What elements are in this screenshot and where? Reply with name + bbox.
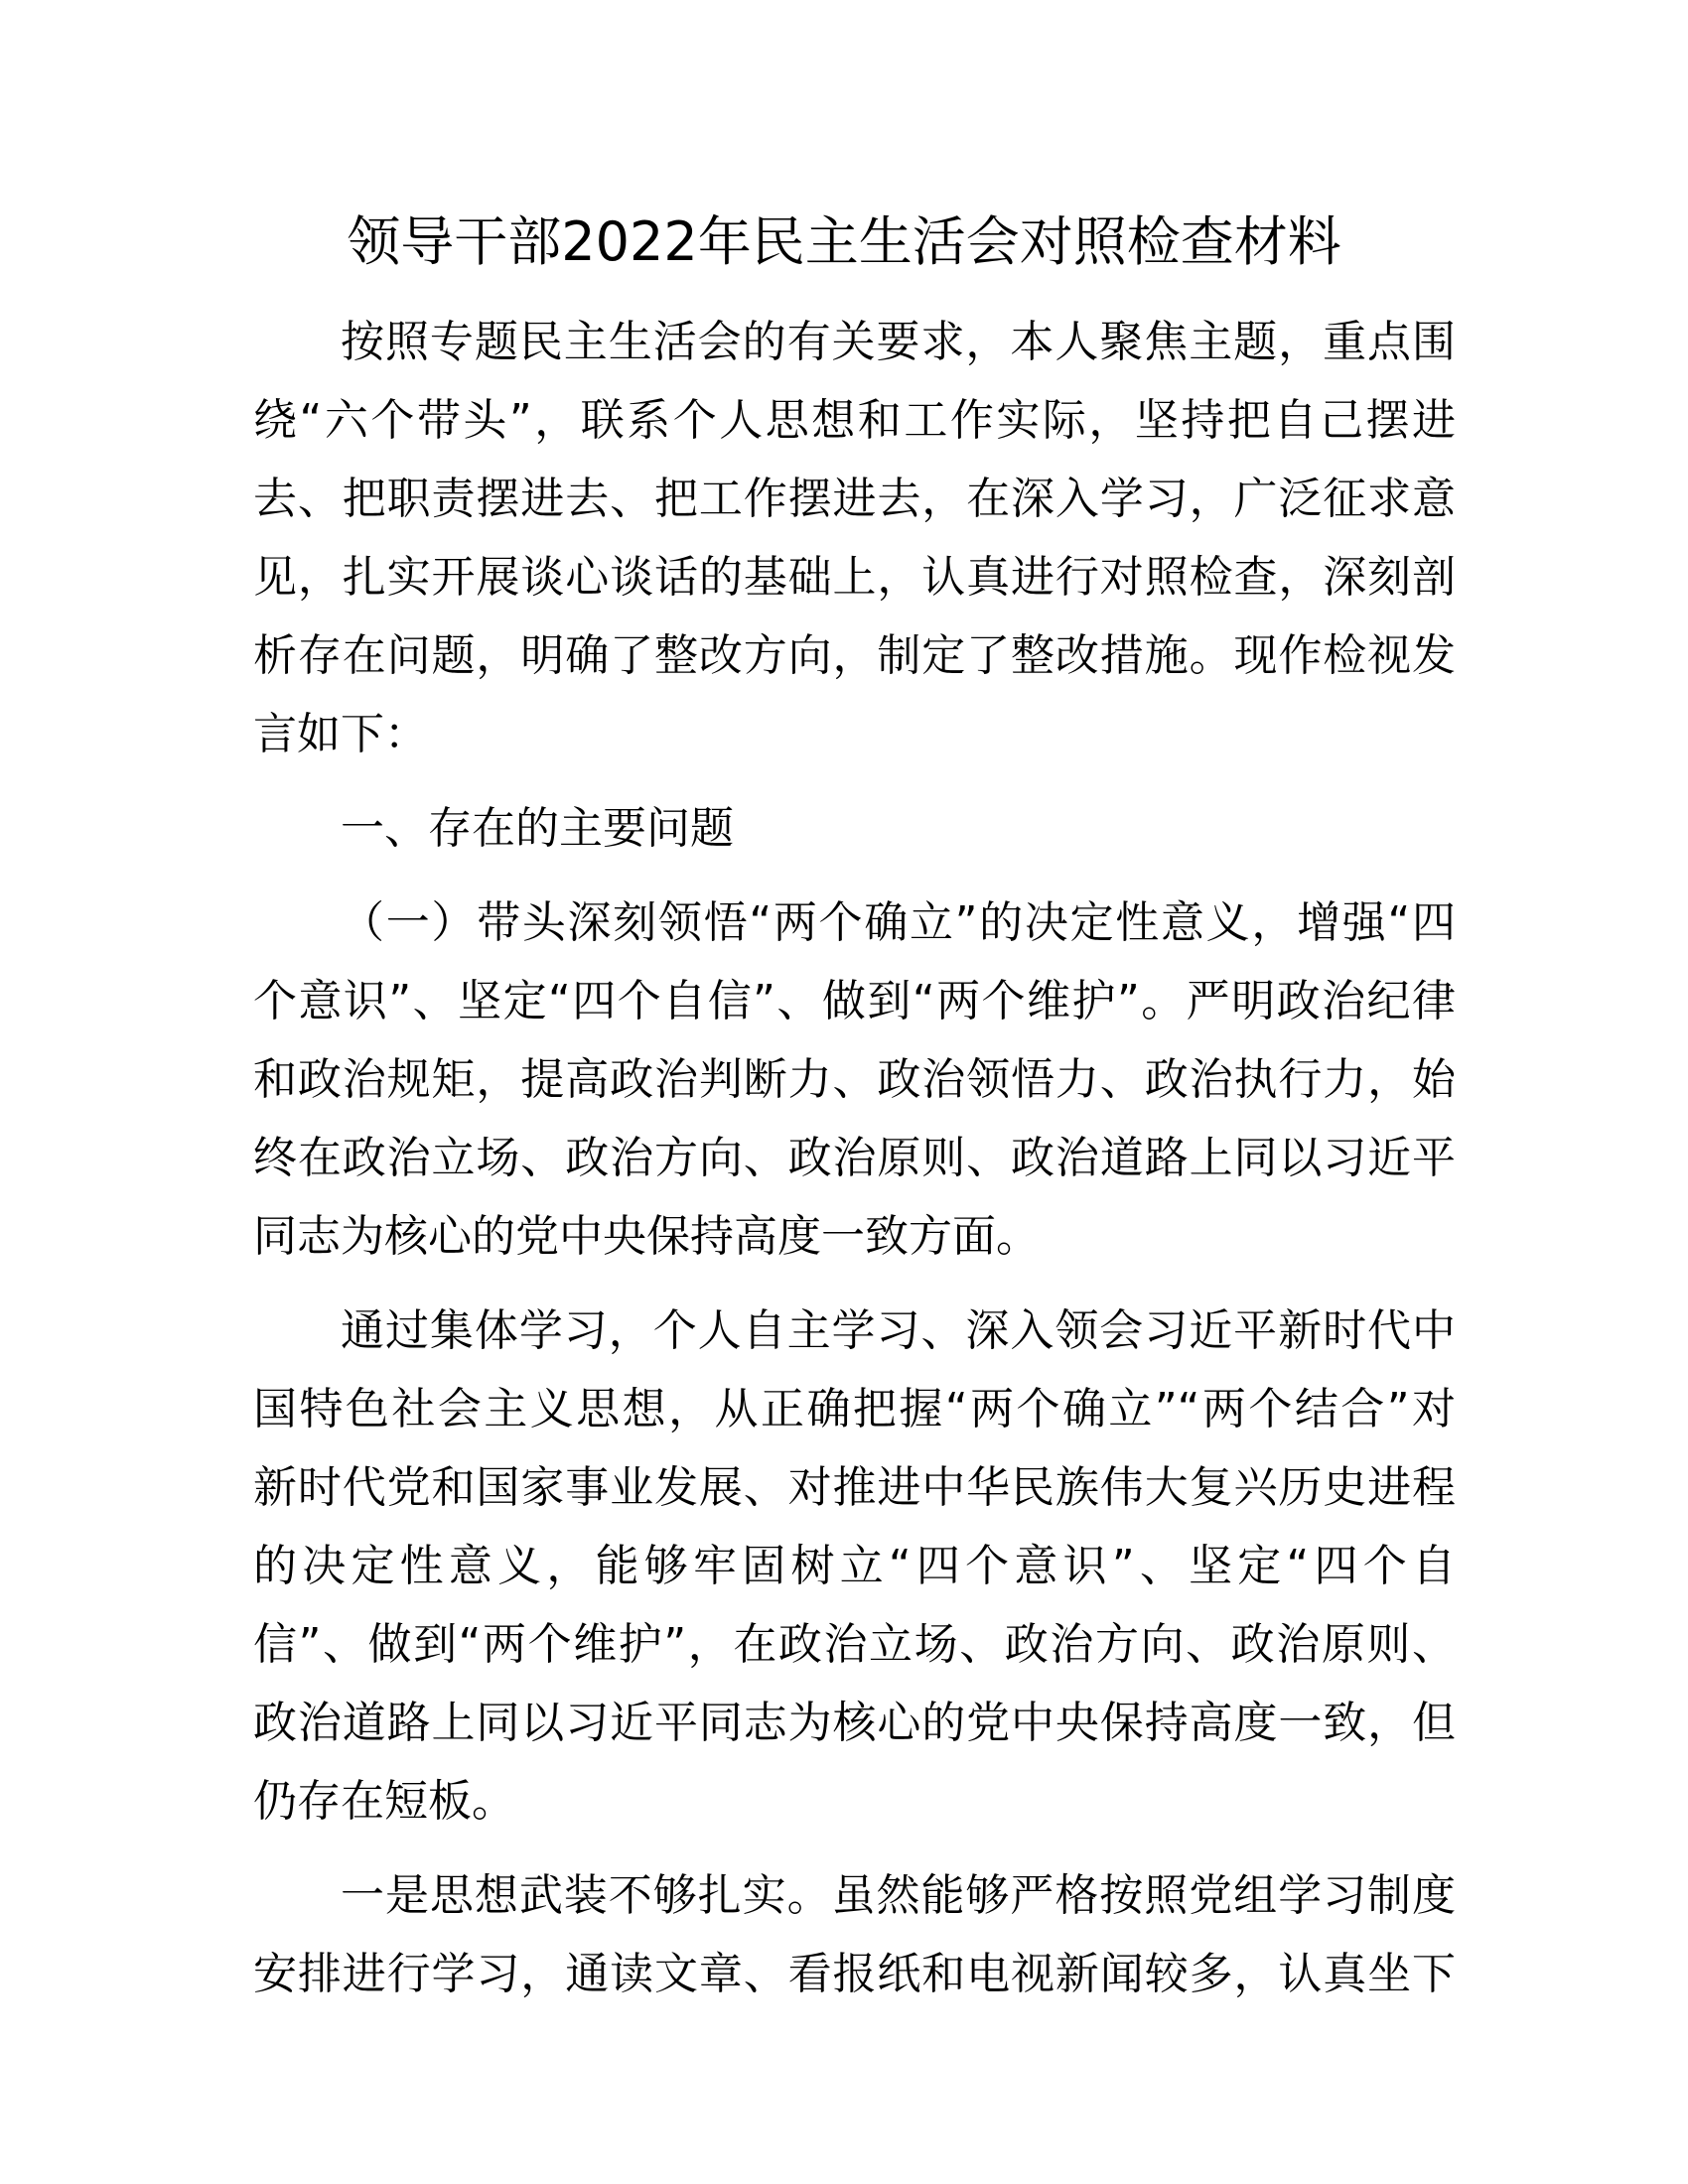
text-line: 按照专题民主生活会的有关要求，本人聚焦主题，重点围 xyxy=(341,317,1456,367)
text-line: 国特色社会主义思想，从正确把握“两个确立”“两个结合”对 xyxy=(253,1384,1456,1434)
text-line: 通过集体学习，个人自主学习、深入领会习近平新时代中 xyxy=(341,1305,1456,1356)
text-line: 一是思想武装不够扎实。虽然能够严格按照党组学习制度 xyxy=(341,1870,1456,1921)
text-line: 政治道路上同以习近平同志为核心的党中央保持高度一致，但 xyxy=(253,1698,1456,1748)
subsection-paragraph xyxy=(253,884,1456,1276)
text-line: 个意识”、坚定“四个自信”、做到“两个维护”。严明政治纪律 xyxy=(253,976,1456,1026)
text-line: 同志为核心的党中央保持高度一致方面。 xyxy=(253,1211,1040,1262)
text-line: 见，扎实开展谈心谈话的基础上，认真进行对照检查，深刻剖 xyxy=(253,552,1456,603)
text-line: 新时代党和国家事业发展、对推进中华民族伟大复兴历史进程 xyxy=(253,1462,1456,1513)
text-line: 言如下： xyxy=(253,709,428,759)
text-line: 信”、做到“两个维护”，在政治立场、政治方向、政治原则、 xyxy=(253,1619,1456,1670)
body-paragraph xyxy=(253,1292,1456,1841)
text-line: 析存在问题，明确了整改方向，制定了整改措施。现作检视发 xyxy=(253,630,1456,681)
text-line: 绕“六个带头”，联系个人思想和工作实际，坚持把自己摆进 xyxy=(253,395,1456,446)
text-line: 去、把职责摆进去、把工作摆进去，在深入学习，广泛征求意 xyxy=(253,474,1456,524)
document-body xyxy=(253,303,1456,2029)
body-paragraph xyxy=(253,1856,1456,2013)
text-line: 的决定性意义，能够牢固树立“四个意识”、坚定“四个自 xyxy=(253,1541,1456,1591)
text-line: （一）带头深刻领悟“两个确立”的决定性意义，增强“四 xyxy=(341,897,1456,948)
section-heading xyxy=(253,789,1456,868)
text-line: 终在政治立场、政治方向、政治原则、政治道路上同以习近平 xyxy=(253,1133,1456,1183)
heading-line: 一、存在的主要问题 xyxy=(341,803,734,854)
text-line: 安排进行学习，通读文章、看报纸和电视新闻较多，认真坐下 xyxy=(253,1949,1456,1999)
intro-paragraph xyxy=(253,303,1456,773)
text-line: 仍存在短板。 xyxy=(253,1776,515,1827)
document-title: 领导干部2022年民主生活会对照检查材料 xyxy=(347,210,1341,273)
text-line: 和政治规矩，提高政治判断力、政治领悟力、政治执行力，始 xyxy=(253,1054,1456,1105)
